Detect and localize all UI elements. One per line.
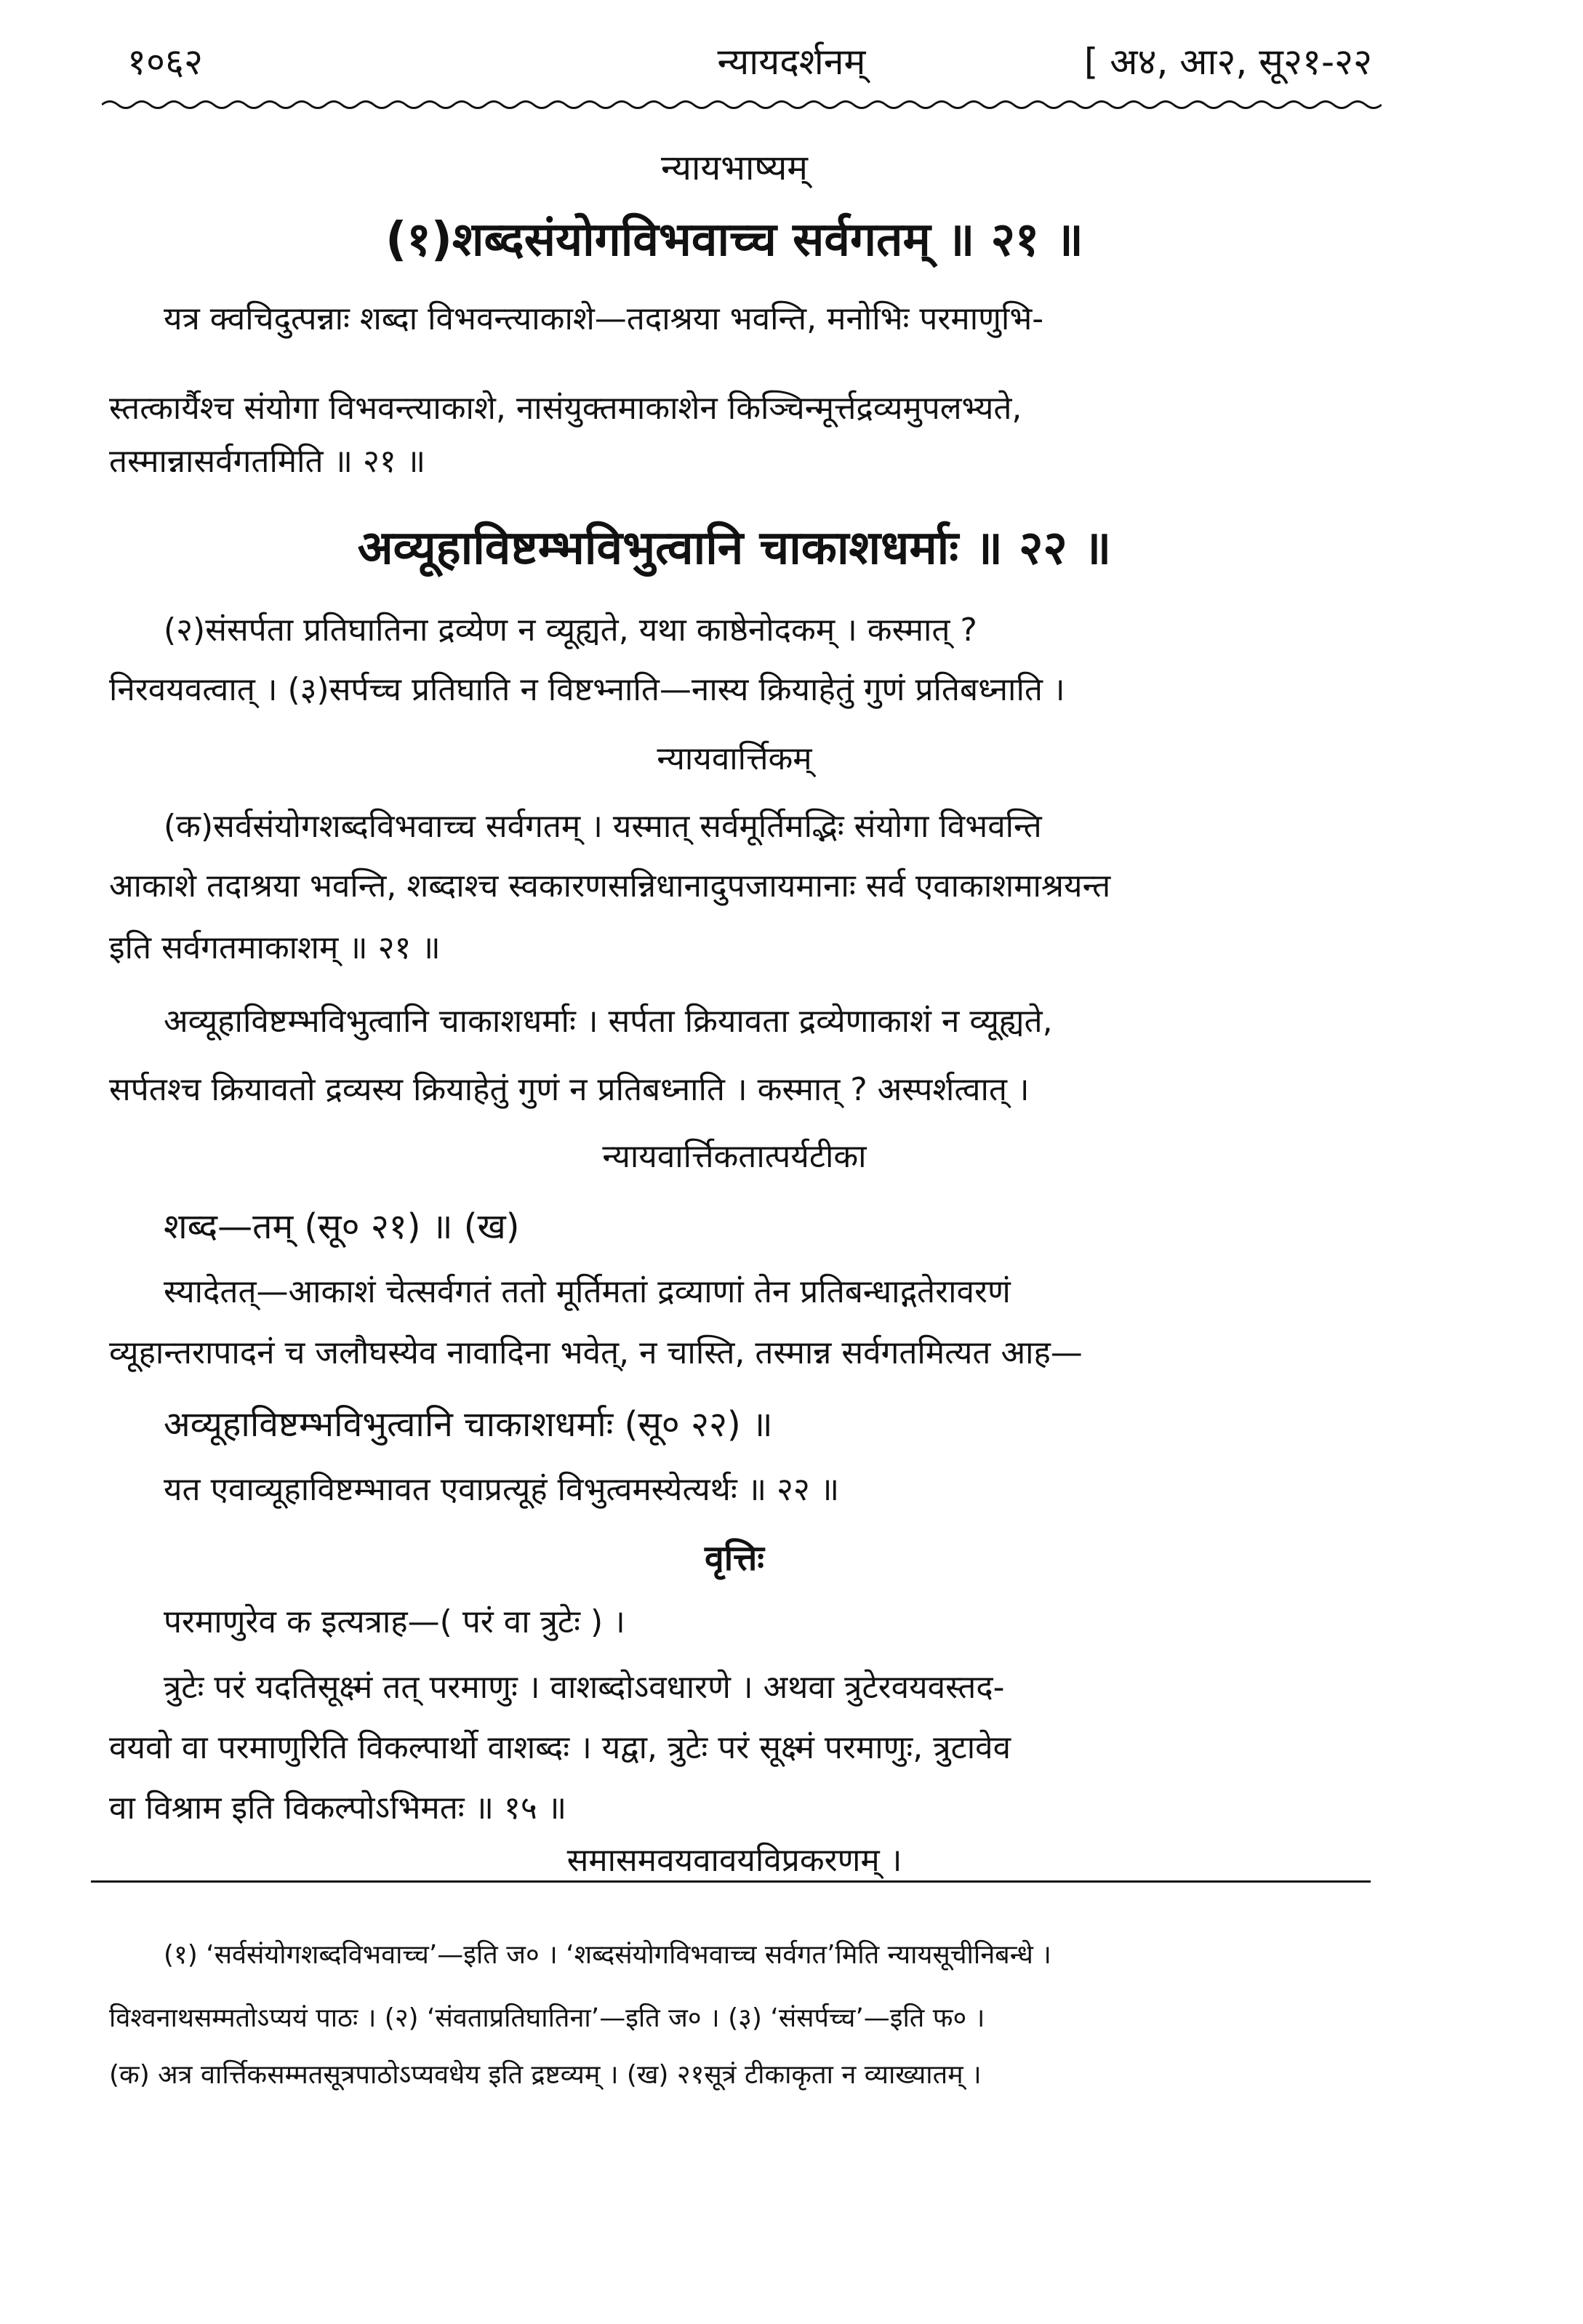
vritti-heading: वृत्तिः [705,1538,764,1579]
vartika-22-line-1: अव्यूहाविष्टम्भविभुत्वानि चाकाशधर्माः । सर्पता क्रियावता द्रव्येणाकाशं न व्यूह्यते, [164,1003,1053,1040]
vartika-21-line-3: इति सर्वगतमाकाशम् ॥ २१ ॥ [109,929,441,966]
vritti-line-4: वा विश्राम इति विकल्पोऽभिमतः ॥ १५ ॥ [109,1790,567,1827]
vritti-line-1: परमाणुरेव क इत्यत्राह—( परं वा त्रुटेः ) । [164,1603,625,1640]
bhashya-22-line-2: निरवयवत्वात् । (३)सर्पच्च प्रतिघाति न विष्टभ्नाति—नास्य क्रियाहेतुं गुणं प्रतिबध्नाति । [109,671,1065,708]
header-wavy-rule [102,98,1382,111]
tika-21-line-2: स्यादेतत्—आकाशं चेत्सर्वगतं ततो मूर्तिमतां द्रव्याणां तेन प्रतिबन्धाद्गतेरावरणं [164,1273,1011,1310]
bhashya-22-line-1: (२)संसर्पता प्रतिघातिना द्रव्येण न व्यूह्यते, यथा काष्ठेनोदकम् । कस्मात् ? [164,612,977,649]
sutra-21: (१)शब्दसंयोगविभवाच्च सर्वगतम् ॥ २१ ॥ [385,213,1083,267]
sutra-22: अव्यूहाविष्टम्भविभुत्वानि चाकाशधर्माः ॥ २२ ॥ [357,521,1112,575]
vritti-line-3: वयवो वा परमाणुरिति विकल्पार्थो वाशब्दः । यद्वा, त्रुटेः परं सूक्ष्मं परमाणुः, त्रुटावेव [109,1729,1011,1766]
tika-21-line-3: व्यूहान्तरापादनं च जलौघस्येव नावादिना भवेत्, न चास्ति, तस्मान्न सर्वगतमित्यत आह— [109,1334,1083,1371]
section-reference: [ अ४, आ२, सू२१-२२ [1083,41,1372,83]
nyayabhashyam-heading: न्यायभाष्यम् [660,148,809,188]
vartika-21-line-1: (क)सर्वसंयोगशब्दविभवाच्च सर्वगतम् । यस्मात् सर्वमूर्तिमद्भिः संयोगा विभवन्ति [164,808,1042,845]
footnote-line-1: (१) ‘सर्वसंयोगशब्दविभवाच्च’—इति ज० । ‘शब्दसंयोगविभवाच्च सर्वगत’मिति न्यायसूचीनिबन्धे । [164,1940,1051,1970]
footnote-line-2: विश्वनाथसम्मतोऽप्ययं पाठः । (२) ‘संवताप्रतिघातिना’—इति ज० । (३) ‘संसर्पच्च’—इति फ० । [109,2003,985,2033]
nyayavartikam-heading: न्यायवार्त्तिकम् [657,740,812,777]
bhashya-21-line-2: स्तत्कार्यैश्च संयोगा विभवन्त्याकाशे, नासंयुक्तमाकाशेन किञ्चिन्मूर्त्तद्रव्यमुपलभ्यते, [109,390,1022,427]
page-number: १०६२ [127,41,203,83]
tika-22-line-1: अव्यूहाविष्टम्भविभुत्वानि चाकाशधर्माः (सू० २२) ॥ [164,1404,773,1445]
vartika-22-line-2: सर्पतश्च क्रियावतो द्रव्यस्य क्रियाहेतुं गुणं न प्रतिबध्नाति । कस्मात् ? अस्पर्शत्वात् । [109,1071,1030,1108]
vartika-21-line-2: आकाशे तदाश्रया भवन्ति, शब्दाश्च स्वकारणसन्निधानादुपजायमानाः सर्व एवाकाशमाश्रयन्त [109,868,1111,905]
bhashya-21-line-1: यत्र क्वचिदुत्पन्नाः शब्दा विभवन्त्याकाशे—तदाश्रया भवन्ति, मनोभिः परमाणुभि- [164,300,1044,337]
prakarana-end: समासमवयवावयविप्रकरणम् । [566,1842,902,1879]
footnote-rule [91,1880,1371,1883]
tika-21-line-1: शब्द—तम् (सू० २१) ॥ (ख) [164,1206,520,1247]
tika-22-line-2: यत एवाव्यूहाविष्टम्भावत एवाप्रत्यूहं विभुत्वमस्येत्यर्थः ॥ २२ ॥ [164,1471,840,1508]
bhashya-21-line-3: तस्मान्नासर्वगतमिति ॥ २१ ॥ [109,443,426,480]
running-title: न्यायदर्शनम् [717,41,866,83]
footnote-line-3: (क) अत्र वार्त्तिकसम्मतसूत्रपाठोऽप्यवधेय इति द्रष्टव्यम् । (ख) २१सूत्रं टीकाकृता न व्याख्यातम् । [109,2060,982,2090]
tatparya-heading: न्यायवार्त्तिकतात्पर्यटीका [602,1138,867,1175]
vritti-line-2: त्रुटेः परं यदतिसूक्ष्मं तत् परमाणुः । वाशब्दोऽवधारणे । अथवा त्रुटेरवयवस्तद- [164,1669,1005,1706]
